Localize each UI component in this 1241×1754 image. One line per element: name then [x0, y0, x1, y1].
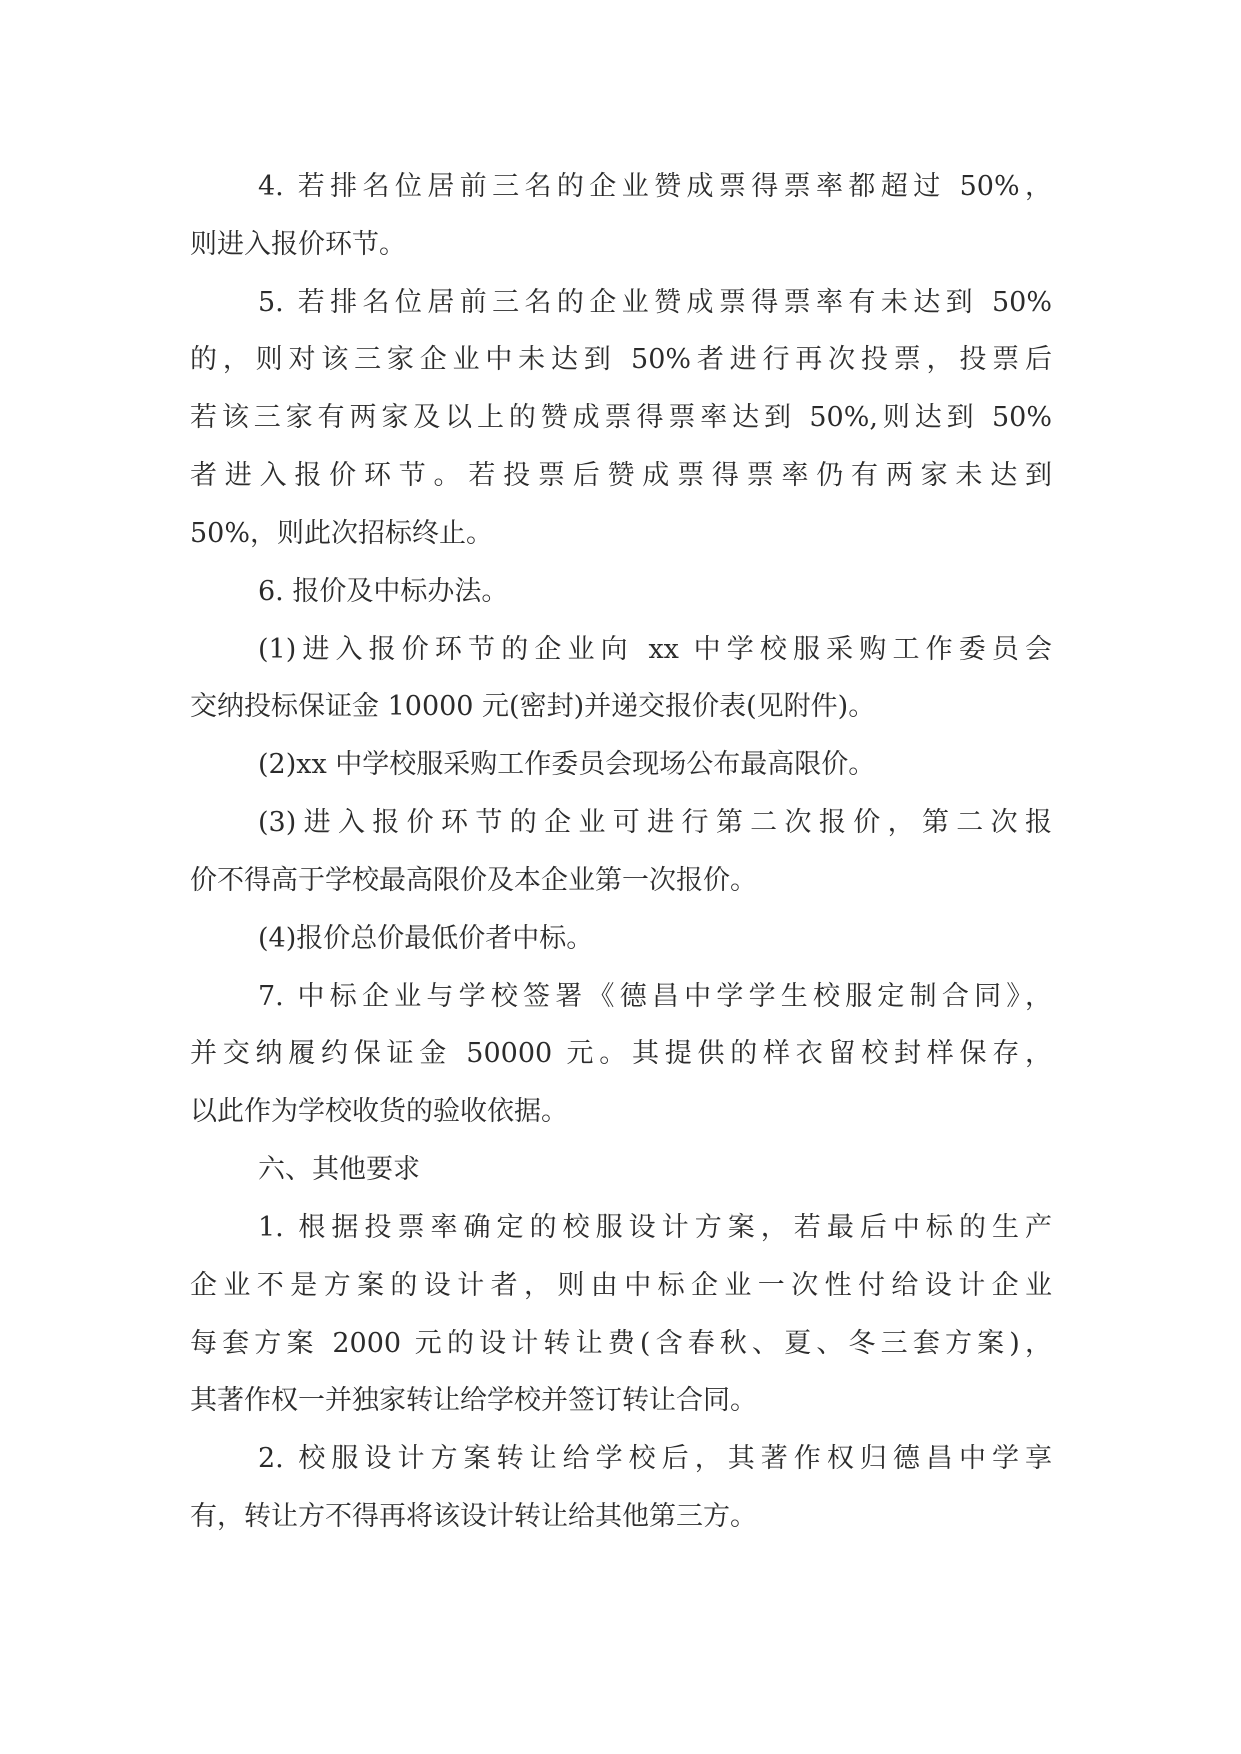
- document-body: [190, 158, 1052, 1546]
- paragraph-requirement-1: [190, 1199, 1052, 1430]
- paragraph-line: 者进入报价环节。若投票后赞成票得票率仍有两家未达到: [190, 460, 1052, 492]
- paragraph-subitem-4: [190, 910, 1052, 968]
- paragraph-line: 并交纳履约保证金 50000 元。其提供的样衣留校封样保存，: [190, 1038, 1052, 1070]
- paragraph-line: 5. 若排名位居前三名的企业赞成票得票率有未达到 50%: [258, 286, 1052, 318]
- paragraph-line: 50%，则此次招标终止。: [190, 517, 494, 549]
- paragraph-line: 6. 报价及中标办法。: [258, 575, 509, 607]
- paragraph-item-5: [190, 274, 1052, 563]
- paragraph-line: 有，转让方不得再将该设计转让给其他第三方。: [190, 1501, 757, 1533]
- paragraph-line: 的，则对该三家企业中未达到 50%者进行再次投票，投票后: [190, 344, 1052, 376]
- paragraph-line: 则进入报价环节。: [190, 228, 406, 260]
- paragraph-line: 4. 若排名位居前三名的企业赞成票得票率都超过 50%，: [258, 171, 1052, 202]
- paragraph-item-4: [190, 158, 1052, 274]
- paragraph-item-6: [190, 563, 1052, 621]
- paragraph-line: 7. 中标企业与学校签署《德昌中学学生校服定制合同》，: [258, 980, 1052, 1012]
- paragraph-line: 以此作为学校收货的验收依据。: [190, 1096, 568, 1128]
- paragraph-subitem-2: [190, 736, 1052, 794]
- paragraph-line: 每套方案 2000 元的设计转让费(含春秋、夏、冬三套方案)，: [190, 1327, 1052, 1359]
- paragraph-line: (3)进入报价环节的企业可进行第二次报价，第二次报: [258, 807, 1052, 839]
- paragraph-line: (4)报价总价最低价者中标。: [258, 922, 594, 954]
- paragraph-requirement-2: [190, 1430, 1052, 1546]
- section-heading-text: 六、其他要求: [258, 1154, 420, 1186]
- paragraph-line: 企业不是方案的设计者，则由中标企业一次性付给设计企业: [190, 1269, 1052, 1301]
- paragraph-item-7: [190, 968, 1052, 1141]
- section-heading: [190, 1141, 1052, 1199]
- paragraph-line: 交纳投标保证金 10000 元(密封)并递交报价表(见附件)。: [190, 691, 876, 723]
- paragraph-line: (1)进入报价环节的企业向 xx 中学校服采购工作委员会: [258, 633, 1052, 665]
- paragraph-subitem-1: [190, 621, 1052, 737]
- paragraph-line: 若该三家有两家及以上的赞成票得票率达到 50%,则达到 50%: [190, 402, 1052, 434]
- paragraph-line: 价不得高于学校最高限价及本企业第一次报价。: [190, 864, 757, 896]
- paragraph-line: 2. 校服设计方案转让给学校后，其著作权归德昌中学享: [258, 1443, 1052, 1475]
- paragraph-line: 其著作权一并独家转让给学校并签订转让合同。: [190, 1385, 757, 1417]
- paragraph-subitem-3: [190, 794, 1052, 910]
- paragraph-line: 1. 根据投票率确定的校服设计方案，若最后中标的生产: [258, 1211, 1052, 1243]
- paragraph-line: (2)xx 中学校服采购工作委员会现场公布最高限价。: [258, 749, 876, 781]
